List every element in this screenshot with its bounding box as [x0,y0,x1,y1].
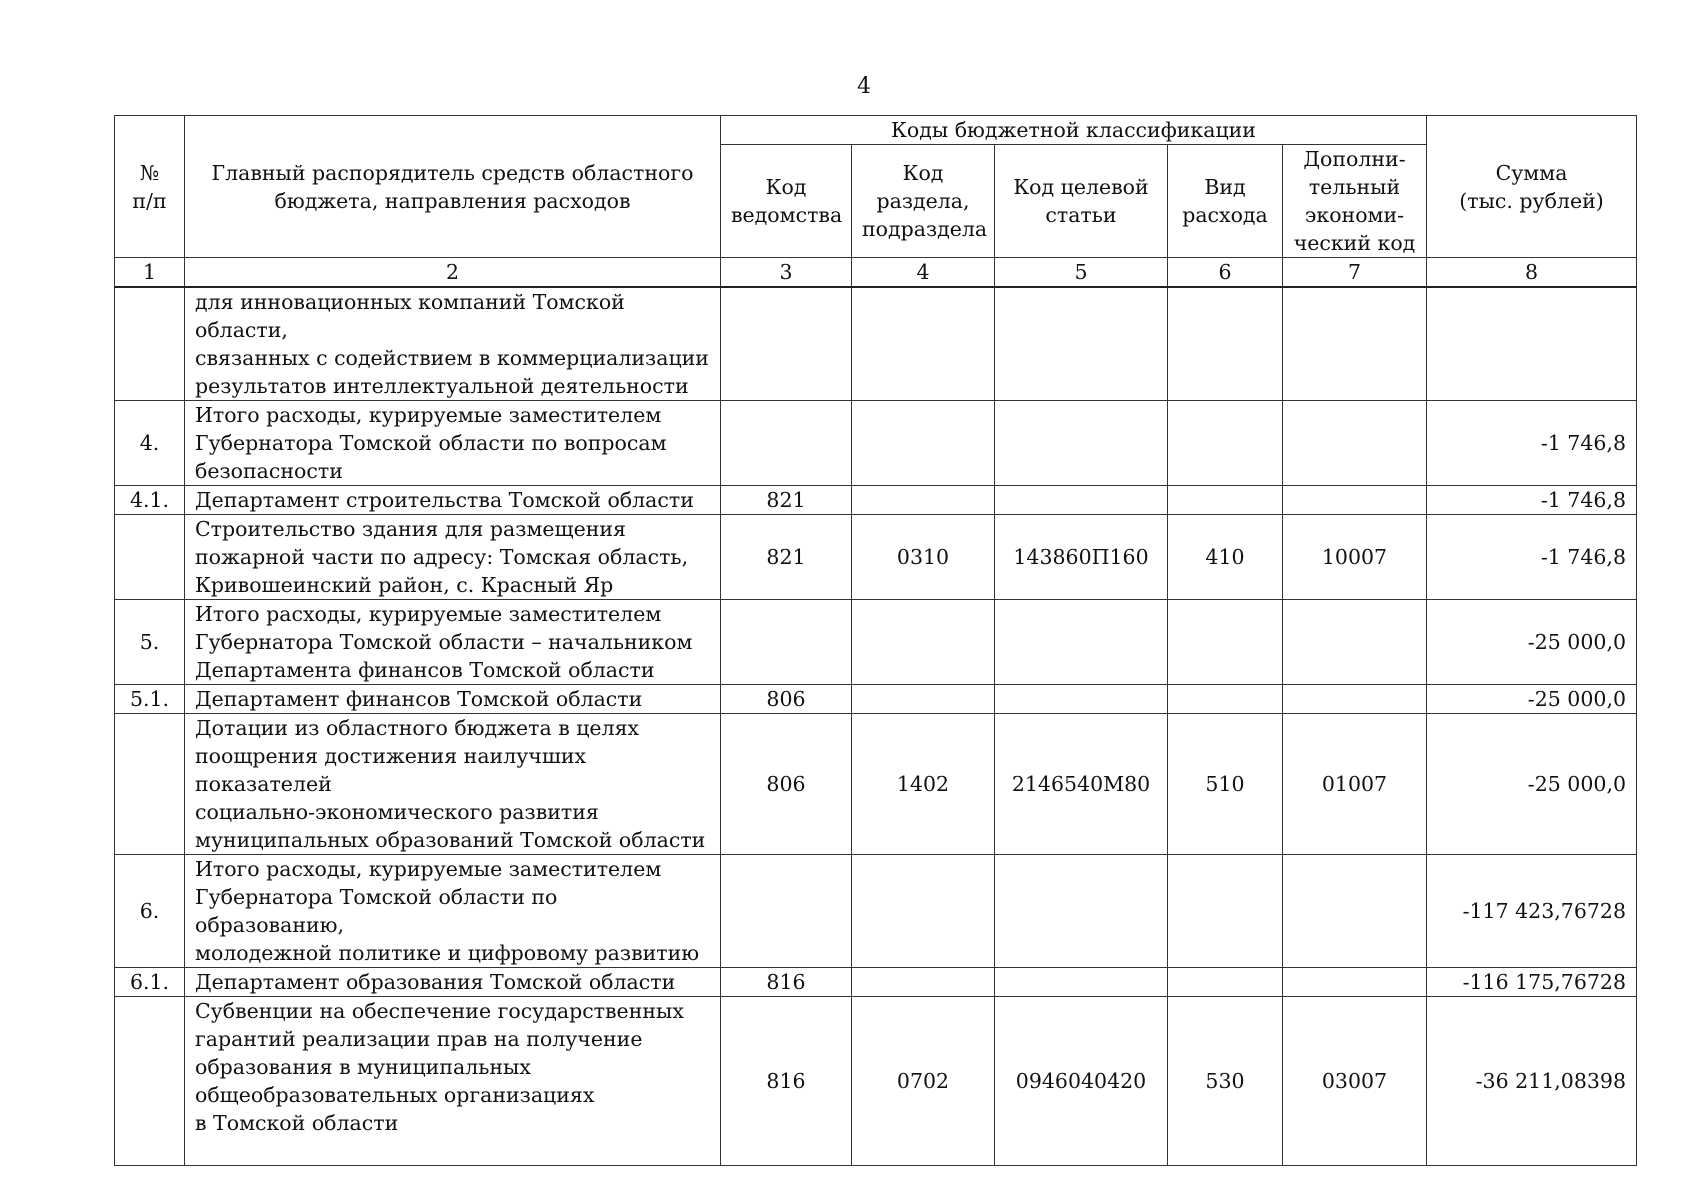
row-desc: Итого расходы, курируемые заместителем Губернатора Томской области – начальником Департамента финансов Томской области [185,600,721,685]
table-row [115,486,1637,515]
row-sum: -25 000,0 [1427,600,1637,685]
row-sum: -25 000,0 [1427,685,1637,714]
header-dept-code: Код ведомства [721,145,852,258]
row-desc: Департамент образования Томской области [185,968,721,997]
row-sum [1427,287,1637,401]
table-row [115,515,1637,600]
row-section-code [852,287,995,401]
column-number-row [115,258,1637,288]
column-number: 8 [1427,258,1637,288]
row-desc: Итого расходы, курируемые заместителем Губернатора Томской области по вопросам безопасности [185,401,721,486]
row-desc: Дотации из областного бюджета в целях поощрения достижения наилучших показателей социально-экономического развития муниципальных образований Томской области [185,714,721,855]
row-dept-code [721,401,852,486]
row-extra-code [1283,600,1427,685]
row-dept-code [721,600,852,685]
row-dept-code [721,287,852,401]
table-row [115,714,1637,855]
table-row [115,600,1637,685]
column-number: 1 [115,258,185,288]
row-target-code [995,855,1168,968]
row-desc: Субвенции на обеспечение государственных гарантий реализации прав на получение образования в муниципальных общеобразовательных организациях в Томской области [185,997,721,1166]
row-target-code [995,968,1168,997]
row-num: 5.1. [115,685,185,714]
table-row [115,968,1637,997]
row-dept-code [721,855,852,968]
row-expense-type: 530 [1168,997,1283,1166]
row-num: 5. [115,600,185,685]
row-num [115,287,185,401]
row-extra-code [1283,968,1427,997]
column-number: 7 [1283,258,1427,288]
header-section-code: Код раздела, подраздела [852,145,995,258]
table-row [115,685,1637,714]
row-num: 6. [115,855,185,968]
row-expense-type: 510 [1168,714,1283,855]
row-desc: Департамент финансов Томской области [185,685,721,714]
row-target-code: 143860П160 [995,515,1168,600]
row-section-code [852,855,995,968]
row-desc: для инновационных компаний Томской области, связанных с содействием в коммерциализации результатов интеллектуальной деятельности [185,287,721,401]
row-extra-code: 03007 [1283,997,1427,1166]
row-dept-code: 821 [721,515,852,600]
row-dept-code: 806 [721,685,852,714]
row-section-code [852,685,995,714]
column-number: 6 [1168,258,1283,288]
row-section-code [852,486,995,515]
row-section-code [852,600,995,685]
row-num: 4.1. [115,486,185,515]
row-target-code [995,401,1168,486]
budget-table [114,115,1637,1166]
row-num: 4. [115,401,185,486]
row-target-code [995,600,1168,685]
row-section-code [852,968,995,997]
row-expense-type [1168,600,1283,685]
page-number: 4 [857,74,871,99]
row-num [115,714,185,855]
row-extra-code [1283,855,1427,968]
row-target-code: 0946040420 [995,997,1168,1166]
row-num [115,515,185,600]
row-extra-code [1283,486,1427,515]
row-expense-type [1168,685,1283,714]
row-expense-type: 410 [1168,515,1283,600]
row-sum: -1 746,8 [1427,401,1637,486]
table-row [115,287,1637,401]
row-expense-type [1168,287,1283,401]
row-target-code [995,685,1168,714]
row-expense-type [1168,855,1283,968]
row-expense-type [1168,401,1283,486]
row-num: 6.1. [115,968,185,997]
row-dept-code: 821 [721,486,852,515]
header-sum: Сумма (тыс. рублей) [1427,116,1637,258]
row-section-code: 1402 [852,714,995,855]
row-dept-code: 806 [721,714,852,855]
row-dept-code: 816 [721,968,852,997]
row-section-code [852,401,995,486]
row-sum: -25 000,0 [1427,714,1637,855]
table-row [115,855,1637,968]
column-number: 3 [721,258,852,288]
table-row [115,997,1637,1166]
column-number: 2 [185,258,721,288]
row-expense-type [1168,968,1283,997]
row-desc: Итого расходы, курируемые заместителем Губернатора Томской области по образованию, молодежной политике и цифровому развитию [185,855,721,968]
row-desc: Строительство здания для размещения пожарной части по адресу: Томская область, Кривошеинский район, с. Красный Яр [185,515,721,600]
row-num [115,997,185,1166]
row-target-code: 2146540М80 [995,714,1168,855]
column-number: 4 [852,258,995,288]
row-extra-code [1283,287,1427,401]
header-codes-group: Коды бюджетной классификации [721,116,1427,145]
row-expense-type [1168,486,1283,515]
header-num: № п/п [115,116,185,258]
column-number: 5 [995,258,1168,288]
row-dept-code: 816 [721,997,852,1166]
row-sum: -1 746,8 [1427,515,1637,600]
row-extra-code [1283,685,1427,714]
row-target-code [995,486,1168,515]
header-target-code: Код целевой статьи [995,145,1168,258]
table-row [115,401,1637,486]
row-extra-code: 01007 [1283,714,1427,855]
row-section-code: 0702 [852,997,995,1166]
row-desc: Департамент строительства Томской области [185,486,721,515]
row-target-code [995,287,1168,401]
row-sum: -117 423,76728 [1427,855,1637,968]
row-section-code: 0310 [852,515,995,600]
row-sum: -116 175,76728 [1427,968,1637,997]
header-extra-code: Дополни- тельный экономи- ческий код [1283,145,1427,258]
header-distributor: Главный распорядитель средств областного бюджета, направления расходов [185,116,721,258]
header-expense-type: Вид расхода [1168,145,1283,258]
row-extra-code: 10007 [1283,515,1427,600]
row-sum: -36 211,08398 [1427,997,1637,1166]
row-sum: -1 746,8 [1427,486,1637,515]
row-extra-code [1283,401,1427,486]
